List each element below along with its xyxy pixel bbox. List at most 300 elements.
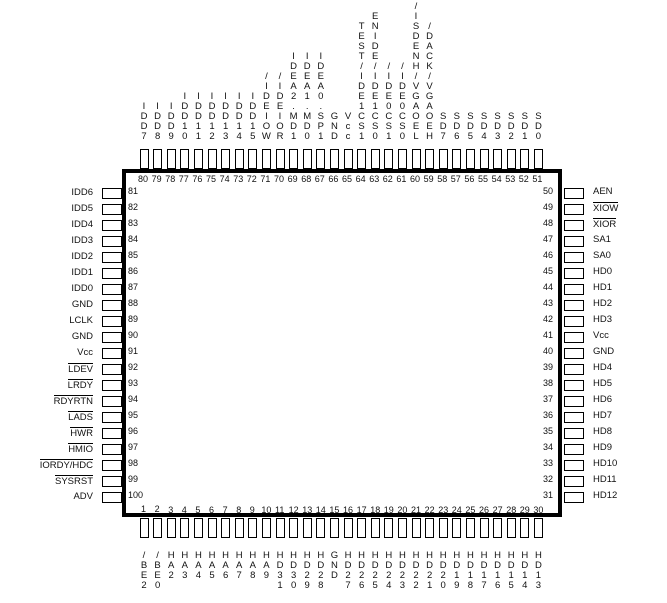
- pin-label: H D 1 4: [521, 550, 529, 591]
- pin-label: H A 4: [194, 550, 202, 581]
- pin-box: [564, 220, 584, 231]
- pin-box: [102, 476, 122, 487]
- pin-number: 88: [128, 298, 139, 308]
- pin-number: 89: [128, 314, 139, 324]
- pin-box: [344, 149, 353, 169]
- pin-label: H D 2 3: [398, 550, 406, 591]
- pin-box: [371, 149, 380, 169]
- pin-number: 100: [128, 490, 144, 500]
- pin-box: [303, 149, 312, 169]
- pin-number: 49: [543, 202, 554, 212]
- pin-number: 9: [249, 505, 255, 515]
- pin-box: [564, 428, 584, 439]
- pin-label: / D A C K / V G A O E H: [425, 21, 434, 142]
- pin-box: [316, 518, 325, 538]
- pin-number: 71: [260, 174, 271, 184]
- pin-label: I D D 8: [154, 101, 162, 142]
- pin-box: [102, 364, 122, 375]
- pin-label: XIOR: [593, 219, 617, 230]
- pin-number: 5: [195, 505, 201, 515]
- pin-box: [507, 149, 516, 169]
- pin-label: GND: [71, 299, 93, 310]
- pin-box: [564, 380, 584, 391]
- pin-label: E N I D E / I D E 1 C S 0: [371, 11, 379, 142]
- pin-label: / I D E 0 C S 0: [398, 61, 406, 142]
- pin-box: [140, 149, 149, 169]
- pin-label: H D 1 7: [480, 550, 488, 591]
- pin-number: 62: [382, 174, 393, 184]
- pin-box: [208, 518, 217, 538]
- pin-number: 51: [532, 174, 543, 184]
- pin-number: 86: [128, 266, 139, 276]
- pin-number: 81: [128, 186, 139, 196]
- pin-box: [398, 149, 407, 169]
- pin-box: [564, 268, 584, 279]
- pin-label: S D 3: [494, 111, 502, 142]
- pin-box: [564, 300, 584, 311]
- pin-number: 22: [424, 505, 435, 515]
- pin-label: T E S T / I D E 1 C S 1: [358, 21, 366, 142]
- pin-label: H D 1 3: [534, 550, 542, 591]
- pin-label: I D D 1 3: [222, 91, 230, 142]
- pin-label: HD11: [593, 474, 617, 485]
- pin-number: 26: [479, 505, 490, 515]
- pin-box: [102, 252, 122, 263]
- pin-number: 37: [543, 394, 554, 404]
- pin-label: XIOW: [593, 203, 619, 214]
- pin-label: HD2: [593, 298, 613, 309]
- pin-label: H D 1 6: [494, 550, 502, 591]
- pin-number: 12: [288, 505, 299, 515]
- pin-box: [102, 268, 122, 279]
- pin-box: [480, 149, 489, 169]
- pin-label: V c c: [344, 111, 352, 142]
- pin-number: 15: [329, 505, 340, 515]
- pin-number: 52: [518, 174, 529, 184]
- pin-number: 30: [533, 505, 544, 515]
- pin-number: 24: [451, 505, 462, 515]
- pin-box: [102, 284, 122, 295]
- pin-box: [208, 149, 217, 169]
- pin-label: S D 7: [439, 111, 447, 142]
- pin-box: [564, 204, 584, 215]
- pin-number: 74: [219, 174, 230, 184]
- pin-number: 25: [465, 505, 476, 515]
- pin-number: 29: [519, 505, 530, 515]
- pin-label: HD9: [593, 442, 613, 453]
- pin-number: 65: [342, 174, 353, 184]
- pin-number: 4: [181, 505, 187, 515]
- pin-label: / I S D E N H / V G A O E L: [412, 1, 420, 142]
- pin-box: [316, 149, 325, 169]
- pin-box: [564, 476, 584, 487]
- pin-number: 72: [246, 174, 257, 184]
- pin-number: 78: [165, 174, 176, 184]
- pin-label: SYSRST: [54, 476, 93, 487]
- pin-label: SA0: [593, 250, 611, 261]
- pin-label: GND: [593, 346, 615, 357]
- pin-box: [564, 444, 584, 455]
- pin-number: 23: [438, 505, 449, 515]
- pin-label: IDD3: [71, 235, 93, 246]
- pin-number: 42: [543, 314, 554, 324]
- pin-box: [303, 518, 312, 538]
- pin-label: HD5: [593, 378, 613, 389]
- pin-number: 64: [355, 174, 366, 184]
- pin-label: I D E A 0 . S P 1: [317, 51, 325, 142]
- pin-label: H D 2 6: [358, 550, 366, 591]
- pin-label: H A 2: [167, 550, 175, 581]
- pin-number: 33: [543, 458, 554, 468]
- pin-box: [102, 348, 122, 359]
- pin-box: [439, 149, 448, 169]
- pin-box: [534, 149, 543, 169]
- pin-box: [180, 518, 189, 538]
- pin-label: H D 1 8: [466, 550, 474, 591]
- pin-label: H D 2 2: [412, 550, 420, 591]
- pin-number: 11: [275, 505, 285, 515]
- pin-number: 59: [423, 174, 434, 184]
- pin-label: G N D: [330, 111, 339, 142]
- pin-number: 82: [128, 202, 139, 212]
- pin-label: HD8: [593, 426, 613, 437]
- pin-number: 38: [543, 378, 554, 388]
- pin-label: IDD0: [71, 283, 93, 294]
- pin-number: 75: [206, 174, 217, 184]
- pin-number: 45: [543, 266, 554, 276]
- pin-box: [276, 149, 285, 169]
- pin-number: 39: [543, 362, 554, 372]
- pin-box: [153, 149, 162, 169]
- pin-box: [235, 149, 244, 169]
- pin-box: [564, 284, 584, 295]
- pin-box: [384, 149, 393, 169]
- pin-label: IDD5: [71, 203, 93, 214]
- pin-box: [289, 149, 298, 169]
- pin-label: LDEV: [68, 364, 93, 375]
- pin-box: [153, 518, 162, 538]
- pin-label: H D 1 9: [453, 550, 461, 591]
- pin-number: 70: [274, 174, 285, 184]
- pin-label: H D 2 7: [344, 550, 352, 591]
- pin-label: RDYRTN: [53, 396, 93, 407]
- pin-number: 67: [314, 174, 325, 184]
- pin-box: [221, 518, 230, 538]
- pin-label: H A 7: [235, 550, 243, 581]
- pin-box: [439, 518, 448, 538]
- pin-box: [248, 518, 257, 538]
- pin-label: H D 2 9: [303, 550, 311, 591]
- pin-number: 7: [222, 505, 228, 515]
- pin-box: [466, 518, 475, 538]
- pin-label: H A 9: [262, 550, 270, 581]
- pin-box: [412, 518, 421, 538]
- pin-box: [102, 396, 122, 407]
- pin-number: 46: [543, 250, 554, 260]
- pin-label: / B E 2: [140, 550, 148, 591]
- pin-box: [564, 348, 584, 359]
- pin-label: LRDY: [67, 380, 93, 391]
- pin-number: 36: [543, 410, 554, 420]
- pin-number: 58: [437, 174, 448, 184]
- pin-number: 2: [154, 504, 160, 514]
- pin-label: H D 2 0: [439, 550, 447, 591]
- pin-box: [262, 149, 271, 169]
- pin-box: [452, 149, 461, 169]
- pin-box: [357, 149, 366, 169]
- pin-box: [564, 236, 584, 247]
- pin-box: [520, 518, 529, 538]
- pin-label: ADV: [73, 491, 93, 502]
- pin-number: 48: [543, 218, 554, 228]
- pin-number: 80: [138, 174, 149, 184]
- pin-box: [564, 412, 584, 423]
- pin-label: HD7: [593, 410, 613, 421]
- pin-number: 28: [506, 505, 517, 515]
- pin-label: I D D 7: [140, 101, 148, 142]
- pin-label: HD6: [593, 394, 613, 405]
- pin-label: SA1: [593, 234, 611, 245]
- pin-box: [221, 149, 230, 169]
- pin-box: [248, 149, 257, 169]
- pin-label: LCLK: [69, 315, 93, 326]
- pin-box: [276, 518, 285, 538]
- pin-label: H A 5: [208, 550, 216, 581]
- pin-box: [493, 518, 502, 538]
- pin-label: HD12: [593, 490, 618, 501]
- pin-label: S D 5: [466, 111, 474, 142]
- pin-label: S D 6: [453, 111, 461, 142]
- pin-box: [564, 396, 584, 407]
- pin-label: H D 3 1: [276, 550, 284, 591]
- pin-number: 60: [410, 174, 421, 184]
- pin-box: [534, 518, 543, 538]
- pin-box: [102, 236, 122, 247]
- pin-box: [564, 188, 584, 199]
- pin-box: [102, 428, 122, 439]
- pin-box: [102, 492, 122, 503]
- pin-box: [262, 518, 271, 538]
- pin-box: [102, 188, 122, 199]
- pin-box: [425, 518, 434, 538]
- pin-number: 47: [543, 234, 554, 244]
- pin-box: [330, 149, 339, 169]
- pin-box: [466, 149, 475, 169]
- pin-label: G N D: [330, 550, 339, 581]
- pin-label: I D D 1 0: [181, 91, 189, 142]
- pin-number: 91: [128, 346, 139, 356]
- pin-number: 55: [478, 174, 489, 184]
- pin-number: 93: [128, 378, 139, 388]
- pin-label: H D 1 5: [507, 550, 515, 591]
- pin-label: S D 0: [534, 111, 542, 142]
- pin-number: 73: [233, 174, 244, 184]
- pin-number: 54: [491, 174, 502, 184]
- pin-label: I D D 1 2: [208, 91, 216, 142]
- pin-number: 95: [128, 410, 139, 420]
- pin-box: [330, 518, 339, 538]
- pin-label: H D 2 8: [317, 550, 325, 591]
- pin-number: 87: [128, 282, 139, 292]
- pin-number: 99: [128, 474, 139, 484]
- pin-number: 17: [356, 505, 367, 515]
- pin-label: I D E A 2 . M D 1: [289, 51, 298, 142]
- pin-number: 56: [464, 174, 475, 184]
- pin-label: S D 4: [480, 111, 488, 142]
- pin-number: 41: [543, 330, 554, 340]
- pin-number: 35: [543, 426, 554, 436]
- pin-box: [289, 518, 298, 538]
- pin-label: I D D 9: [167, 101, 175, 142]
- pin-number: 3: [168, 505, 174, 515]
- pin-label: HD1: [593, 282, 613, 293]
- pin-box: [194, 149, 203, 169]
- pin-box: [235, 518, 244, 538]
- pin-label: / I D E I O W: [261, 71, 271, 142]
- pin-number: 61: [396, 174, 407, 184]
- pin-box: [507, 518, 516, 538]
- pin-label: IORDY/HDC: [39, 460, 93, 471]
- pin-label: / I D E I O R: [276, 71, 284, 142]
- chip-body: [122, 169, 562, 517]
- pin-label: / B E 0: [154, 550, 161, 591]
- pin-number: 68: [301, 174, 312, 184]
- pin-box: [564, 316, 584, 327]
- pin-number: 21: [411, 505, 422, 515]
- pin-box: [520, 149, 529, 169]
- pin-number: 84: [128, 234, 139, 244]
- pin-box: [357, 518, 366, 538]
- pin-label: IDD2: [71, 251, 93, 262]
- pin-number: 90: [128, 330, 139, 340]
- pin-box: [493, 149, 502, 169]
- pin-box: [564, 492, 584, 503]
- pin-box: [344, 518, 353, 538]
- pin-label: HWR: [70, 428, 93, 439]
- pin-number: 76: [192, 174, 203, 184]
- pin-number: 13: [302, 505, 313, 515]
- pin-number: 40: [543, 346, 554, 356]
- pin-box: [564, 252, 584, 263]
- pin-box: [102, 204, 122, 215]
- pin-label: S D 2: [507, 111, 515, 142]
- pin-label: H A 6: [222, 550, 230, 581]
- pin-number: 77: [178, 174, 189, 184]
- pin-number: 83: [128, 218, 139, 228]
- pin-label: HD3: [593, 314, 613, 325]
- pin-label: LADS: [68, 412, 93, 423]
- pin-label: H D 2 5: [371, 550, 379, 591]
- pin-number: 10: [261, 505, 272, 515]
- pin-number: 50: [543, 186, 554, 196]
- pin-label: H D 2 1: [426, 550, 434, 591]
- pin-label: HMIO: [68, 444, 93, 455]
- pin-box: [412, 149, 421, 169]
- pin-number: 57: [450, 174, 461, 184]
- pin-number: 98: [128, 458, 139, 468]
- pin-number: 66: [328, 174, 339, 184]
- pin-label: H A 8: [249, 550, 257, 581]
- pin-number: 44: [543, 282, 554, 292]
- pin-box: [180, 149, 189, 169]
- pin-label: I D D 1 4: [235, 91, 243, 142]
- pin-number: 14: [315, 505, 326, 515]
- pin-box: [102, 380, 122, 391]
- pin-box: [564, 332, 584, 343]
- pin-number: 34: [543, 442, 554, 452]
- pin-label: H D 2 4: [385, 550, 393, 591]
- pin-box: [398, 518, 407, 538]
- pin-label: IDD4: [71, 219, 93, 230]
- pin-label: H D 3 0: [290, 550, 298, 591]
- pin-number: 63: [369, 174, 380, 184]
- pin-box: [384, 518, 393, 538]
- pin-number: 27: [492, 505, 503, 515]
- pin-box: [102, 332, 122, 343]
- pin-number: 92: [128, 362, 139, 372]
- pin-label: Vcc: [593, 330, 609, 341]
- pin-label: S D 1: [521, 111, 529, 142]
- pin-box: [167, 518, 176, 538]
- pin-number: 1: [141, 504, 147, 514]
- pin-box: [102, 300, 122, 311]
- pin-label: I D D 1 1: [194, 91, 202, 142]
- pin-box: [102, 220, 122, 231]
- pin-number: 85: [128, 250, 139, 260]
- pin-box: [564, 364, 584, 375]
- pin-box: [102, 316, 122, 327]
- pin-number: 53: [505, 174, 516, 184]
- pin-box: [480, 518, 489, 538]
- pin-number: 19: [383, 505, 394, 515]
- pin-label: Vcc: [77, 347, 93, 358]
- pin-box: [371, 518, 380, 538]
- pin-box: [564, 460, 584, 471]
- pin-box: [452, 518, 461, 538]
- pin-box: [167, 149, 176, 169]
- pin-number: 18: [370, 505, 381, 515]
- pin-number: 8: [236, 505, 242, 515]
- pin-box: [425, 149, 434, 169]
- pin-label: / I D E 0 C S 1: [385, 61, 393, 142]
- pin-number: 20: [397, 505, 408, 515]
- pin-number: 96: [128, 426, 139, 436]
- pin-label: HD4: [593, 362, 613, 373]
- pin-number: 43: [543, 298, 554, 308]
- pin-box: [102, 412, 122, 423]
- pin-box: [102, 444, 122, 455]
- pin-label: HD0: [593, 266, 613, 277]
- pin-label: IDD6: [71, 187, 93, 198]
- pin-number: 79: [151, 174, 162, 184]
- pin-number: 31: [543, 490, 554, 500]
- pin-label: I D E A 1 . M D 0: [303, 51, 312, 142]
- pin-box: [194, 518, 203, 538]
- pin-number: 69: [287, 174, 298, 184]
- pin-box: [140, 518, 149, 538]
- pin-label: I D D 1 5: [249, 91, 257, 142]
- pin-label: AEN: [593, 186, 613, 197]
- pin-label: GND: [71, 331, 93, 342]
- pin-label: IDD1: [71, 267, 93, 278]
- pin-label: H A 3: [181, 550, 189, 581]
- pin-number: 6: [209, 505, 215, 515]
- pin-number: 97: [128, 442, 139, 452]
- pin-number: 94: [128, 394, 139, 404]
- pin-number: 16: [343, 505, 354, 515]
- pin-label: HD10: [593, 458, 618, 469]
- pin-number: 32: [543, 474, 554, 484]
